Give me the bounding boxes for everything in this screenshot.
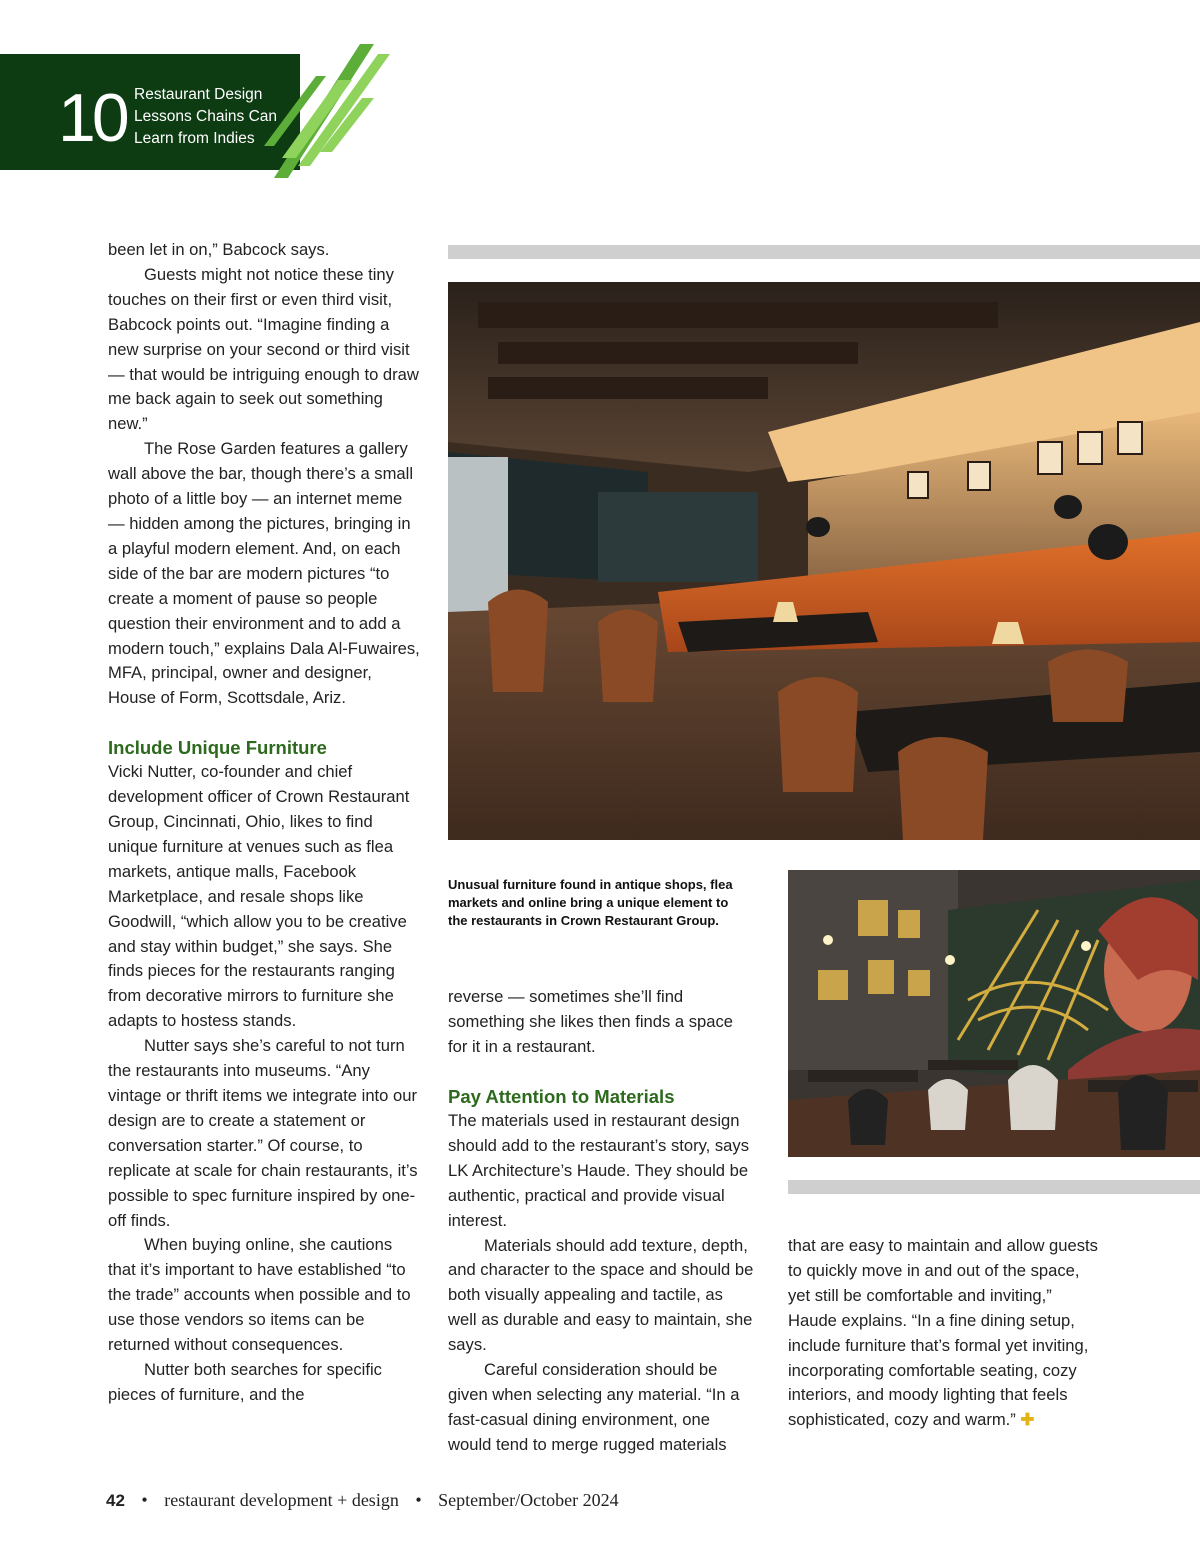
divider-bar xyxy=(788,1180,1200,1194)
body-paragraph: Materials should add texture, depth, and character to the space and should be both visually appealing and tactile, as well as durable and easy to maintain, she says. xyxy=(448,1235,754,1355)
body-paragraph xyxy=(788,1234,1098,1433)
article-series-title xyxy=(134,84,294,150)
page-number: 42 xyxy=(106,1491,125,1510)
body-paragraph: The Rose Garden features a gallery wall above the bar, though there’s a small photo of a little boy — an internet meme — hidden among the pictures, bringing in a playful modern element. And, on each side of the bar are modern pictures “to create a moment of pause so people question their environment and to add a modern touch,” explains Dala Al-Fuwaires, MFA, principal, owner and designer, House of Form, Scottsdale, Ariz. xyxy=(108,439,420,708)
body-column-2 xyxy=(448,1084,756,1458)
bullet-separator: • xyxy=(141,1490,148,1510)
bullet-separator: • xyxy=(415,1490,422,1510)
restaurant-interior-photo xyxy=(448,282,1200,840)
publication-name: restaurant development + design xyxy=(164,1490,399,1510)
body-column-3 xyxy=(788,1234,1098,1433)
body-column-2-top xyxy=(448,985,756,1060)
body-paragraph: been let in on,” Babcock says. xyxy=(108,240,330,259)
section-heading: Pay Attention to Materials xyxy=(448,1086,675,1107)
body-paragraph: Guests might not notice these tiny touches on their first or even third visit, Babcock points out. “Imagine finding a new surprise on your second or third visit — that would be intriguing enough to draw me back again to seek out something new.” xyxy=(108,264,419,434)
photo-caption: Unusual furniture found in antique shops, flea markets and online bring a unique element to the restaurants in Crown Restaurant Group. xyxy=(448,877,733,928)
body-column-1 xyxy=(108,238,420,1408)
divider-bar xyxy=(448,245,1200,259)
body-paragraph: The materials used in restaurant design should add to the restaurant’s story, says LK Architecture’s Haude. They should be authentic, practical and provide visual interest. xyxy=(448,1111,750,1230)
body-paragraph: When buying online, she cautions that it’s important to have established “to the trade” accounts when possible and to use those vendors so items can be returned without consequences. xyxy=(108,1235,411,1355)
body-paragraph: Vicki Nutter, co-founder and chief development officer of Crown Restaurant Group, Cincinnati, Ohio, likes to find unique furniture at venues such as flea markets, antique malls, Facebook Marketplace, and resale shops like Goodwill, “which allow you to be creative and stay within budget,” she says. She finds pieces for the restaurants ranging from decorative mirrors to furniture she adapts to hostess stands. xyxy=(108,762,410,1031)
end-mark-icon: ✚ xyxy=(1020,1410,1035,1430)
section-heading: Include Unique Furniture xyxy=(108,737,327,759)
page-footer xyxy=(106,1490,619,1511)
series-title-line: Restaurant Design xyxy=(134,86,263,103)
body-paragraph: Nutter says she’s careful to not turn the restaurants into museums. “Any vintage or thrift items we integrate into our design are to create a statement or conversation starter.” Of course, to replicate at scale for chain restaurants, it’s possible to spec furniture inspired by one-off finds. xyxy=(108,1036,418,1230)
series-title-line: Learn from Indies xyxy=(134,130,255,147)
body-text: that are easy to maintain and allow guests to quickly move in and out of the space, yet still be comfortable and inviting,” Haude explains. “In a fine dining setup, include furniture that’s formal yet inviting, incorporating comfortable seating, cozy interiors, and moody lighting that feels sophisticated, cozy and warm.” xyxy=(788,1236,1098,1430)
body-paragraph: Nutter both searches for specific pieces of furniture, and the xyxy=(108,1359,382,1404)
issue-date: September/October 2024 xyxy=(438,1490,619,1510)
article-number: 10 xyxy=(58,80,126,156)
series-title-line: Lessons Chains Can xyxy=(134,108,278,125)
restaurant-mural-photo xyxy=(788,870,1200,1157)
body-paragraph: Careful consideration should be given when selecting any material. “In a fast-casual dining environment, one would tend to merge rugged materials xyxy=(448,1360,740,1454)
body-paragraph: reverse — sometimes she’ll find something she likes then finds a space for it in a restaurant. xyxy=(448,987,734,1056)
